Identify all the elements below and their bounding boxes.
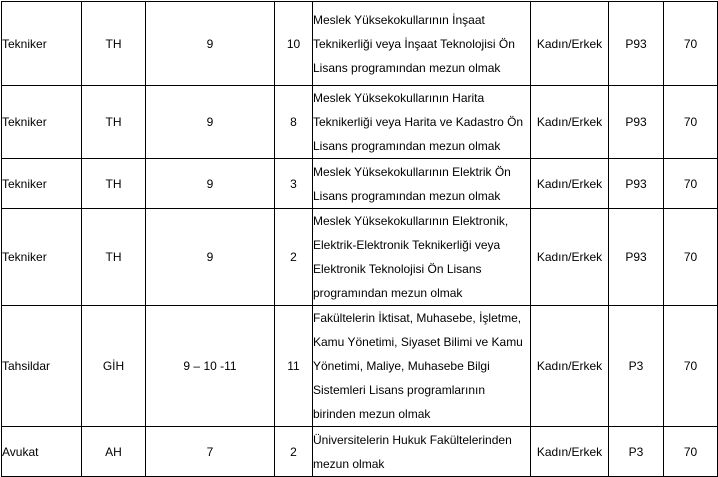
score-type-cell: P93 bbox=[609, 209, 664, 306]
qualification-cell bbox=[313, 209, 531, 306]
qualification-cell bbox=[313, 306, 531, 427]
gender-cell: Kadın/Erkek bbox=[531, 2, 609, 86]
position-cell: Avukat bbox=[2, 427, 82, 477]
qualification-line: Sistemleri Lisans programlarının bbox=[313, 383, 486, 397]
count-cell: 8 bbox=[275, 86, 313, 159]
qualification-line: Teknikerliği veya İnşaat Teknolojisi Ön bbox=[313, 36, 515, 51]
position-cell: Tekniker bbox=[2, 159, 82, 209]
degree-cell: 9 – 10 -11 bbox=[146, 306, 275, 427]
min-score-cell: 70 bbox=[664, 427, 718, 477]
qualification-line: mezun olmak bbox=[313, 456, 385, 471]
table-row bbox=[2, 306, 718, 427]
table-row bbox=[2, 159, 718, 209]
gender-cell: Kadın/Erkek bbox=[531, 427, 609, 477]
position-cell: Tahsildar bbox=[2, 306, 82, 427]
qualification-line: Fakültelerin İktisat, Muhasebe, İşletme, bbox=[313, 311, 522, 325]
degree-cell: 9 bbox=[146, 86, 275, 159]
score-type-cell: P93 bbox=[609, 86, 664, 159]
qualification-line: Elektronik Teknolojisi Ön Lisans bbox=[313, 262, 482, 276]
qualification-cell bbox=[313, 2, 531, 86]
qualification-line: programından mezun olmak bbox=[313, 286, 463, 300]
degree-cell: 7 bbox=[146, 427, 275, 477]
qualification-line: Meslek Yüksekokullarının Elektronik, bbox=[313, 214, 509, 228]
class-cell: TH bbox=[82, 159, 146, 209]
position-cell: Tekniker bbox=[2, 2, 82, 86]
min-score-cell: 70 bbox=[664, 159, 718, 209]
qualification-cell bbox=[313, 427, 531, 477]
qualification-line: birinden mezun olmak bbox=[313, 407, 431, 421]
class-cell: TH bbox=[82, 2, 146, 86]
position-cell: Tekniker bbox=[2, 209, 82, 306]
degree-cell: 9 bbox=[146, 159, 275, 209]
gender-cell: Kadın/Erkek bbox=[531, 209, 609, 306]
qualification-line: Yönetimi, Maliye, Muhasebe Bilgi bbox=[313, 359, 490, 373]
staff-requirements-table bbox=[1, 1, 718, 477]
class-cell: AH bbox=[82, 427, 146, 477]
qualification-line: Meslek Yüksekokullarının İnşaat bbox=[313, 12, 485, 27]
qualification-line: Teknikerliği veya Harita ve Kadastro Ön bbox=[313, 115, 524, 129]
position-cell: Tekniker bbox=[2, 86, 82, 159]
table-row bbox=[2, 427, 718, 477]
gender-cell: Kadın/Erkek bbox=[531, 159, 609, 209]
qualification-cell bbox=[313, 86, 531, 159]
count-cell: 2 bbox=[275, 209, 313, 306]
class-cell: GİH bbox=[82, 306, 146, 427]
score-type-cell: P93 bbox=[609, 159, 664, 209]
gender-cell: Kadın/Erkek bbox=[531, 306, 609, 427]
qualification-line: Kamu Yönetimi, Siyaset Bilimi ve Kamu bbox=[313, 335, 523, 349]
class-cell: TH bbox=[82, 209, 146, 306]
qualification-line: Meslek Yüksekokullarının Harita bbox=[313, 91, 485, 105]
score-type-cell: P93 bbox=[609, 2, 664, 86]
class-cell: TH bbox=[82, 86, 146, 159]
score-type-cell: P3 bbox=[609, 306, 664, 427]
count-cell: 10 bbox=[275, 2, 313, 86]
count-cell: 3 bbox=[275, 159, 313, 209]
min-score-cell: 70 bbox=[664, 209, 718, 306]
table-row bbox=[2, 2, 718, 86]
count-cell: 11 bbox=[275, 306, 313, 427]
count-cell: 2 bbox=[275, 427, 313, 477]
score-type-cell: P3 bbox=[609, 427, 664, 477]
min-score-cell: 70 bbox=[664, 306, 718, 427]
degree-cell: 9 bbox=[146, 209, 275, 306]
degree-cell: 9 bbox=[146, 2, 275, 86]
min-score-cell: 70 bbox=[664, 86, 718, 159]
qualification-line: Lisans programından mezun olmak bbox=[313, 188, 501, 203]
min-score-cell: 70 bbox=[664, 2, 718, 86]
qualification-line: Lisans programından mezun olmak bbox=[313, 139, 501, 153]
qualification-line: Meslek Yüksekokullarının Elektrik Ön bbox=[313, 164, 511, 179]
qualification-line: Üniversitelerin Hukuk Fakültelerinden bbox=[313, 432, 512, 447]
table-row bbox=[2, 209, 718, 306]
table-row bbox=[2, 86, 718, 159]
qualification-line: Elektrik-Elektronik Teknikerliği veya bbox=[313, 238, 501, 252]
qualification-line: Lisans programından mezun olmak bbox=[313, 60, 501, 75]
gender-cell: Kadın/Erkek bbox=[531, 86, 609, 159]
qualification-cell bbox=[313, 159, 531, 209]
